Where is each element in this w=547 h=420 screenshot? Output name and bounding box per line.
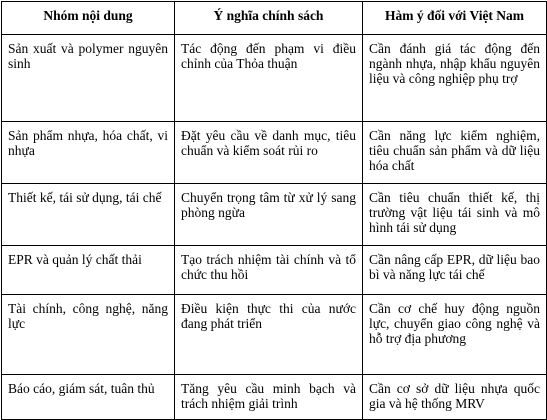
cell-implication: Cần cơ sở dữ liệu nhựa quốc gia và hệ thống MRV xyxy=(363,375,547,420)
table-row xyxy=(2,35,547,122)
cell-content-group: EPR và quản lý chất thải xyxy=(2,246,175,295)
cell-policy-meaning: Tác động đến phạm vi điều chỉnh của Thỏa thuận xyxy=(175,35,363,122)
cell-implication: Cần đánh giá tác động đến ngành nhựa, nhập khẩu nguyên liệu và công nghiệp phụ trợ xyxy=(363,35,547,122)
cell-content-group: Sản phẩm nhựa, hóa chất, vi nhựa xyxy=(2,122,175,184)
table-row xyxy=(2,375,547,420)
cell-implication: Cần năng lực kiểm nghiệm, tiêu chuẩn sản phẩm và dữ liệu hóa chất xyxy=(363,122,547,184)
header-policy-meaning: Ý nghĩa chính sách xyxy=(175,2,363,35)
cell-implication: Cần cơ chế huy động nguồn lực, chuyển giao công nghệ và hỗ trợ địa phương xyxy=(363,295,547,375)
cell-content-group: Báo cáo, giám sát, tuân thủ xyxy=(2,375,175,420)
table-row xyxy=(2,246,547,295)
table-row xyxy=(2,184,547,246)
cell-implication: Cần nâng cấp EPR, dữ liệu bao bì và năng lực tái chế xyxy=(363,246,547,295)
table-header-row xyxy=(2,2,547,35)
header-implication-vietnam: Hàm ý đối với Việt Nam xyxy=(363,2,547,35)
cell-content-group: Sản xuất và polymer nguyên sinh xyxy=(2,35,175,122)
cell-policy-meaning: Tăng yêu cầu minh bạch và trách nhiệm giải trình xyxy=(175,375,363,420)
cell-policy-meaning: Điều kiện thực thi của nước đang phát triển xyxy=(175,295,363,375)
header-content-group: Nhóm nội dung xyxy=(2,2,175,35)
policy-table-container xyxy=(1,1,547,420)
table-row xyxy=(2,295,547,375)
cell-policy-meaning: Chuyển trọng tâm từ xử lý sang phòng ngừa xyxy=(175,184,363,246)
table-row xyxy=(2,122,547,184)
cell-policy-meaning: Đặt yêu cầu về danh mục, tiêu chuẩn và kiểm soát rủi ro xyxy=(175,122,363,184)
cell-policy-meaning: Tạo trách nhiệm tài chính và tổ chức thu hồi xyxy=(175,246,363,295)
cell-content-group: Tài chính, công nghệ, năng lực xyxy=(2,295,175,375)
cell-content-group: Thiết kế, tái sử dụng, tái chế xyxy=(2,184,175,246)
policy-table xyxy=(1,1,547,420)
cell-implication: Cần tiêu chuẩn thiết kế, thị trường vật liệu tái sinh và mô hình tái sử dụng xyxy=(363,184,547,246)
